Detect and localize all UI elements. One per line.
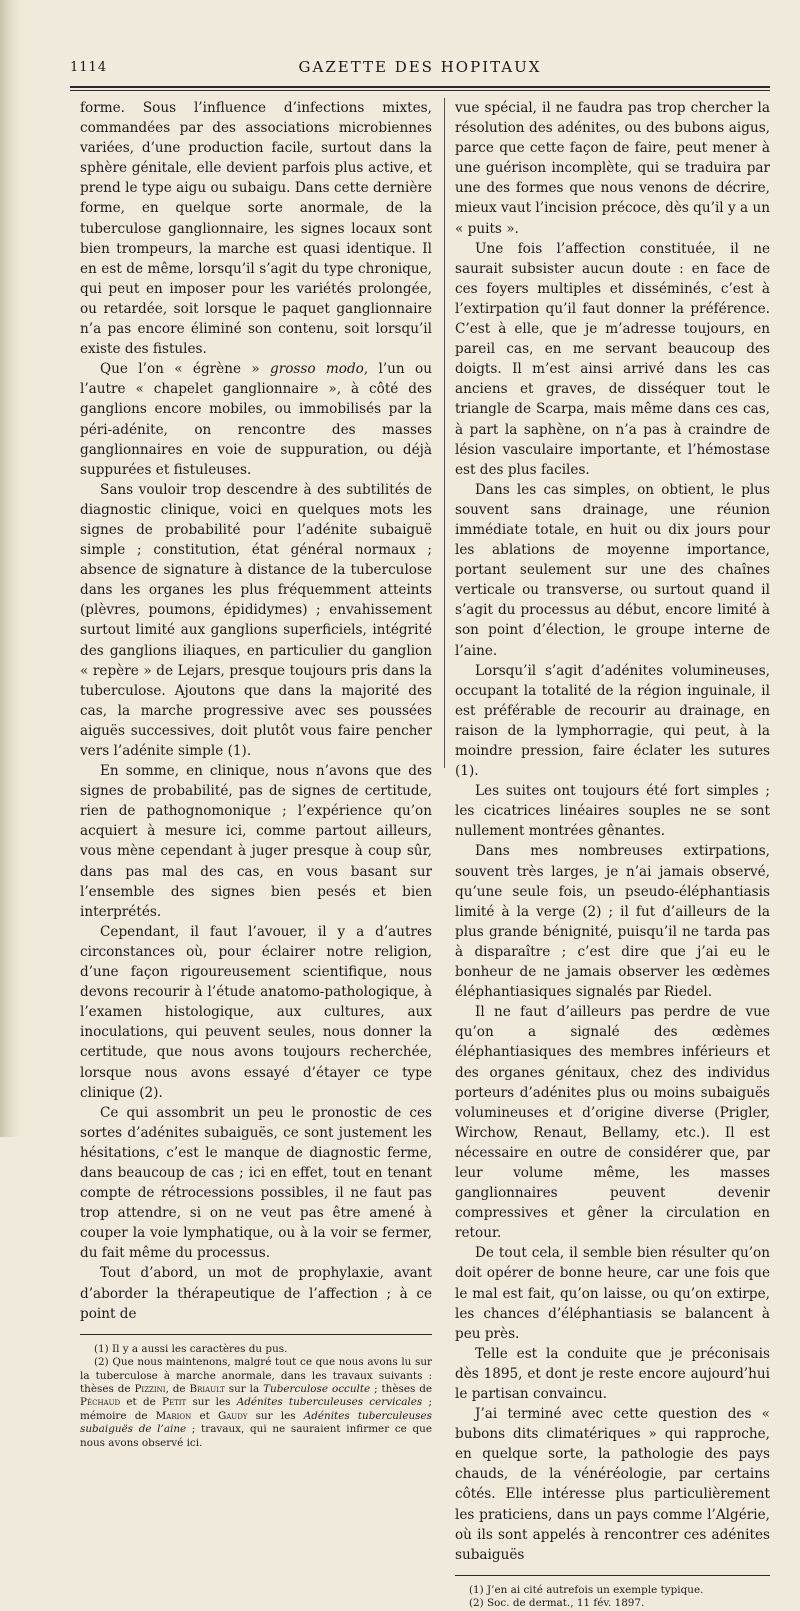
paragraph: vue spécial, il ne faudra pas trop chercher la résolution des adénites, ou des bubons aigus, parce que cette façon de faire, peut mener à une guérison incomplète, qui se traduira par une des formes que nous venons de décrire, mieux vaut l’incision précoce, dès qu’il y a un « puits ». xyxy=(455,100,770,237)
paragraph: Lorsqu’il s’agit d’adénites volumineuses, occupant la totalité de la région inguinale, il est préférable de recourir au drainage, en raison de la lymphorragie, qui peut, à la moindre pression, faire éclater les sutures (1). xyxy=(455,662,770,780)
left-column xyxy=(80,98,432,1450)
paragraph: Il ne faut d’ailleurs pas perdre de vue qu’on a signalé des œdèmes éléphantiasiques des membres inférieurs et des organes génitaux, chez des individus porteurs d’adénites plus ou moins subaiguës volumineuses et d’origine diverse (Prigler, Wirchow, Renaut, Bellamy, etc.). Il est nécessaire en outre de considérer que, par leur volume même, les masses ganglionnaires peuvent devenir compressives et gêner la circulation en retour. xyxy=(455,1004,770,1242)
paragraph: Sans vouloir trop descendre à des subtilités de diagnostic clinique, voici en quelques mots les signes de probabilité pour l’adénite subaiguë simple ; constitution, état général normaux ; absence de signature à distance de la tuberculose dans les organes les plus fréquemment atteints (plèvres, poumons, épididymes) ; envahissement surtout limité aux ganglions superficiels, intégrité des ganglions iliaques, en particulier du ganglion « repère » de Lejars, presque toujours pris dans la tuberculose. Ajoutons que dans la majorité des cas, la marche progressive avec ses poussées aiguës successives, doit plutôt vous faire pencher vers l’adénite simple (1). xyxy=(80,481,432,759)
page-binding-shadow xyxy=(0,0,20,1137)
paragraph: Telle est la conduite que je préconisais dès 1895, et dont je reste encore aujourd’hui le partisan convaincu. xyxy=(455,1345,770,1402)
paragraph: Ce qui assombrit un peu le pronostic de ces sortes d’adénites subaiguës, ce sont justement les hésitations, c’est le manque de diagnostic ferme, dans beaucoup de cas ; ici en effet, tout en tenant compte de rétrocessions possibles, il ne faut pas trop attendre, si on ne veut pas être amené à couper la voie lymphatique, ou à la voir se fermer, du fait même du processus. xyxy=(80,1104,432,1262)
paragraph: Dans mes nombreuses extirpations, souvent très larges, je n’ai jamais observé, qu’une seule fois, un pseudo-éléphantiasis limité à la verge (2) ; il fut d’ailleurs de la plus grande bénignité, puisqu’il ne tarda pas à disparaître ; c’est dire que j’ai eu le bonheur de ne jamais observer les œdèmes éléphantiasiques signalés par Riedel. xyxy=(455,843,770,1001)
left-column-text xyxy=(80,98,432,1324)
page-header xyxy=(70,58,770,86)
footnote: (1) J’en ai cité autrefois un exemple typique. xyxy=(469,1583,704,1596)
page-number: 1114 xyxy=(70,60,108,75)
paragraph: Une fois l’affection constituée, il ne saurait subsister aucun doute : en face de ces foyers multiples et disséminés, c’est à l’extirpation qu’il faut donner la préférence. C’est à elle, que je m’adresse toujours, en pareil cas, en me servant beaucoup des doigts. Il m’est ainsi arrivé dans les cas anciens et graves, de disséquer tout le triangle de Scarpa, mais même dans ces cas, à part la saphène, on n’a pas à craindre de lésion vasculaire importante, et l’hémostase est des plus faciles. xyxy=(455,240,770,478)
header-rule-thin xyxy=(70,90,770,91)
paragraph: Cependant, il faut l’avouer, il y a d’autres circonstances où, pour éclairer notre religion, d’une façon rigoureusement scientifique, nous devons recourir à l’étude anatomo-pathologique, à l’examen histologique, aux cultures, aux inoculations, qui peuvent seules, nous donner la certitude, que nous avons toujours recherchée, lorsque nous avons essayé d’étayer ce type clinique (2). xyxy=(80,923,432,1101)
journal-title: GAZETTE DES HOPITAUX xyxy=(298,58,542,76)
footnote-rule xyxy=(80,1334,432,1335)
footnote: (1) Il y a aussi les caractères du pus. xyxy=(94,1342,288,1355)
paragraph: Tout d’abord, un mot de prophylaxie, avant d’aborder la thérapeutique de l’affection ; à ce point de xyxy=(80,1265,432,1322)
paragraph: Dans les cas simples, on obtient, le plus souvent sans drainage, une réunion immédiate totale, en huit ou dix jours pour les ablations de moyenne importance, portant seulement sur une des chaînes verticale ou transverse, ou surtout quand il s’agit du processus au début, encore limité à son point d’élection, le groupe interne de l’aine. xyxy=(455,481,770,659)
paragraph: Les suites ont toujours été fort simples ; les cicatrices linéaires souples ne se sont nullement montrées gênantes. xyxy=(455,783,770,840)
header-rule-thick xyxy=(70,86,770,88)
paragraph: J’ai terminé avec cette question des « bubons dits climatériques » qui rapproche, en quelque sorte, la pathologie des pays chauds, de la vénéréologie, par certains côtés. Elle intéresse plus particulièrement les praticiens, dans un pays comme l’Algérie, où ils sont appelés à rencontrer ces adénites subaiguës xyxy=(455,1406,770,1563)
footnote-rule xyxy=(455,1575,770,1576)
paragraph: Que l’on « égrène » grosso modo, l’un ou l’autre « chapelet ganglionnaire », à côté des ganglions encore mobiles, ou immobilisés par la péri-adénite, on rencontre des masses ganglionnaires en voie de suppuration, ou déjà suppurées et fistuleuses. xyxy=(80,361,432,478)
paragraph: En somme, en clinique, nous n’avons que des signes de probabilité, pas de signes de certitude, rien de pathognomonique ; l’expérience qu’on acquiert à mesure ici, comme partout ailleurs, vous mène cependant à juger presque à coup sûr, dans pas mal des cas, en vous basant sur l’ensemble des signes bien pesés et bien interprétés. xyxy=(80,763,432,920)
paragraph: forme. Sous l’influence d’infections mixtes, commandées par des associations microbiennes variées, d’une production facile, surtout dans la sphère génitale, elle devient parfois plus active, et prend le type aigu ou subaigu. Dans cette dernière forme, en quelque sorte anormale, de la tuberculose ganglionnaire, les signes locaux sont bien trompeurs, la marche est quasi identique. Il en est de même, lorsqu’il s’agit du type chronique, qui peut en imposer pour les variétés prolongée, ou retardée, soit lorsque le paquet ganglionnaire n’a pas encore éliminé son contenu, soit lorsqu’il existe des fistules. xyxy=(80,100,432,358)
column-separator xyxy=(444,98,445,768)
right-column-text xyxy=(455,98,770,1565)
footnote: (2) Que nous maintenons, malgré tout ce que nous avons lu sur la tuberculose à marche anormale, dans les travaux suivants : thèses de Pizzini, de Briault sur la Tuberculose occulte ; thèses de Péchaud et de Petit sur les Adénites tuberculeuses cervicales ; mémoire de Marion et Gaudy sur les Adénites tuberculeuses subaiguës de l’aine ; travaux, qui ne sauraient infirmer ce que nous avons observé ici. xyxy=(80,1356,433,1449)
right-column xyxy=(455,98,770,1611)
footnote: (2) Soc. de dermat., 11 fév. 1897. xyxy=(469,1597,645,1610)
paragraph: De tout cela, il semble bien résulter qu’on doit opérer de bonne heure, car une fois que le mal est fait, qu’on laisse, ou qu’on extirpe, les chances d’éléphantiasis se balancent à peu près. xyxy=(455,1245,770,1342)
footnotes-right xyxy=(455,1584,770,1611)
footnotes-left xyxy=(80,1343,432,1450)
